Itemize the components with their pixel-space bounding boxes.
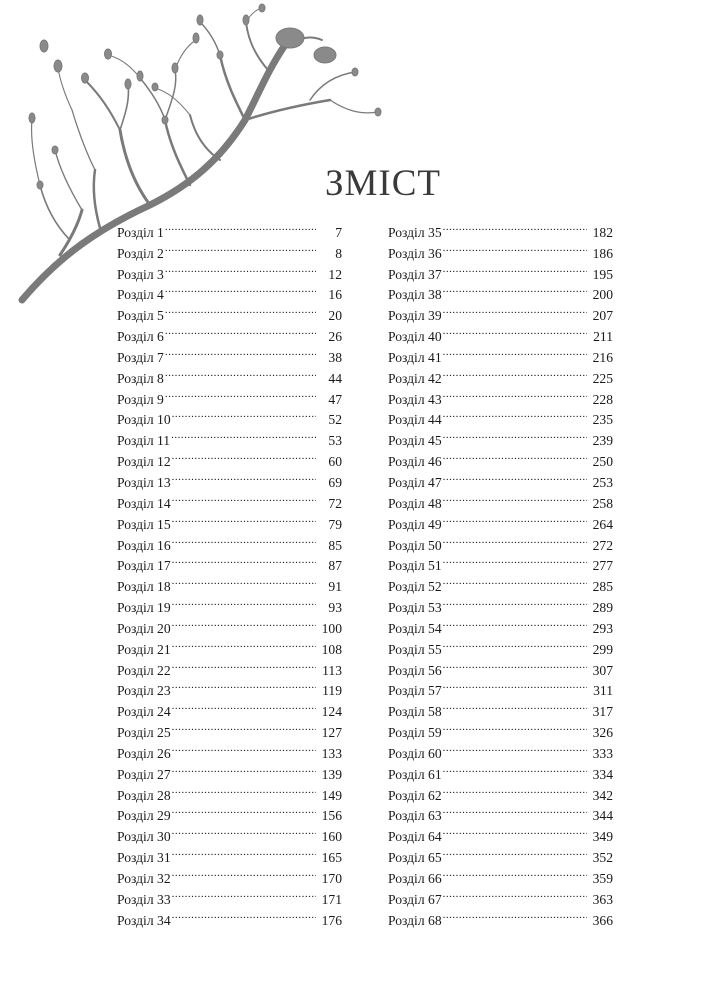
dot-leader — [172, 758, 316, 779]
toc-entry-label: Розділ 15 — [117, 516, 171, 532]
dot-leader — [443, 820, 587, 841]
toc-entry-page: 7 — [335, 224, 342, 240]
toc-entry-label: Розділ 31 — [117, 850, 171, 866]
dot-leader — [172, 404, 316, 425]
dot-leader — [443, 320, 587, 341]
toc-entry-page: 72 — [328, 495, 342, 511]
toc-entry-page: 258 — [592, 495, 613, 511]
toc-entry-page: 366 — [592, 912, 613, 928]
toc-entry — [388, 216, 613, 240]
dot-leader — [443, 279, 587, 300]
dot-leader — [172, 883, 316, 904]
toc-entry-label: Розділ 46 — [388, 454, 442, 470]
toc-entry-page: 277 — [592, 558, 613, 574]
toc-entry-label: Розділ 8 — [117, 370, 164, 386]
toc-entry-label: Розділ 4 — [117, 287, 164, 303]
dot-leader — [172, 695, 316, 716]
toc-entry-page: 299 — [592, 641, 613, 657]
toc-entry-label: Розділ 40 — [388, 329, 442, 345]
toc-entry-page: 225 — [592, 370, 613, 386]
toc-entry-label: Розділ 51 — [388, 558, 442, 574]
toc-entry-page: 253 — [592, 474, 613, 490]
toc-entry-page: 333 — [592, 745, 613, 761]
dot-leader — [172, 633, 316, 654]
toc-entry-page: 289 — [592, 600, 613, 616]
toc-entry-label: Розділ 57 — [388, 683, 442, 699]
toc-entry-page: 16 — [328, 287, 342, 303]
toc-entry-page: 47 — [328, 391, 342, 407]
toc-entry-page: 38 — [328, 349, 342, 365]
toc-entry-label: Розділ 28 — [117, 787, 171, 803]
dot-leader — [443, 675, 587, 696]
toc-entry-label: Розділ 39 — [388, 308, 442, 324]
toc-entry-label: Розділ 52 — [388, 579, 442, 595]
toc-entry-page: 264 — [592, 516, 613, 532]
toc-entry-label: Розділ 67 — [388, 891, 442, 907]
dot-leader — [443, 341, 587, 362]
toc-entry-page: 211 — [593, 329, 613, 345]
toc-entry-label: Розділ 66 — [388, 871, 442, 886]
toc-entry-page: 349 — [592, 829, 613, 845]
dot-leader — [172, 466, 316, 487]
toc-entry-page: 235 — [592, 412, 613, 428]
toc-entry-label: Розділ 30 — [117, 829, 171, 845]
toc-entry-label: Розділ 18 — [117, 579, 171, 595]
toc-entry-page: 20 — [328, 308, 342, 324]
toc-entry-label: Розділ 35 — [388, 224, 442, 240]
toc-entry-label: Розділ 13 — [117, 474, 171, 490]
toc-entry-label: Розділ 68 — [388, 912, 442, 928]
toc-entry-label: Розділ 23 — [117, 683, 171, 699]
toc-entry-page: 342 — [592, 787, 613, 803]
dot-leader — [172, 508, 316, 529]
dot-leader — [443, 779, 587, 800]
toc-entry-page: 171 — [321, 891, 342, 907]
dot-leader — [171, 424, 316, 445]
toc-entry-page: 160 — [321, 829, 342, 845]
toc-left-column — [117, 216, 342, 928]
dot-leader — [443, 216, 587, 237]
dot-leader — [443, 633, 587, 654]
toc-entry-label: Розділ 22 — [117, 662, 171, 678]
toc-entry-page: 363 — [592, 891, 613, 907]
toc-entry-label: Розділ 44 — [388, 412, 442, 428]
toc-entry-label: Розділ 5 — [117, 308, 164, 324]
toc-entry-label: Розділ 59 — [388, 725, 442, 741]
toc-entry-label: Розділ 25 — [117, 725, 171, 741]
toc-entry-page: 186 — [592, 245, 613, 261]
dot-leader — [172, 612, 316, 633]
toc-entry-label: Розділ 61 — [388, 766, 442, 782]
toc-entry-label: Розділ 54 — [388, 620, 442, 636]
toc-entry-label: Розділ 47 — [388, 474, 442, 490]
toc-entry-label: Розділ 12 — [117, 454, 171, 470]
dot-leader — [443, 716, 587, 737]
toc-entry-label: Розділ 7 — [117, 349, 164, 365]
toc-entry-page: 79 — [328, 516, 342, 532]
toc-entry-page: 52 — [328, 412, 342, 428]
dot-leader — [443, 841, 587, 862]
toc-entry-label: Розділ 58 — [388, 704, 442, 720]
toc-entry-page: 228 — [592, 391, 613, 407]
dot-leader — [172, 820, 316, 841]
toc-entry-label: Розділ 26 — [117, 745, 171, 761]
toc-entry-label: Розділ 9 — [117, 391, 164, 407]
toc-entry-label: Розділ 55 — [388, 641, 442, 657]
toc-entry-page: 326 — [592, 725, 613, 741]
toc-entry-label: Розділ 42 — [388, 370, 442, 386]
toc-entry-label: Розділ 45 — [388, 433, 442, 449]
dot-leader — [172, 737, 316, 758]
dot-leader — [165, 279, 316, 300]
toc-entry-page: 26 — [328, 329, 342, 345]
toc-entry-page: 200 — [592, 287, 613, 303]
toc-entry-page: 53 — [328, 433, 342, 449]
toc-entry-page: 176 — [321, 912, 342, 928]
toc-entry-page: 119 — [322, 683, 342, 699]
toc-entry-label: Розділ 36 — [388, 245, 442, 261]
toc-entry-page: 127 — [321, 725, 342, 741]
toc-entry-label: Розділ 49 — [388, 516, 442, 532]
dot-leader — [443, 529, 587, 550]
dot-leader — [443, 737, 587, 758]
toc-entry-label: Розділ 34 — [117, 912, 171, 928]
dot-leader — [443, 362, 587, 383]
dot-leader — [172, 675, 316, 696]
toc-entry-page: 124 — [321, 704, 342, 720]
toc-entry-page: 207 — [592, 308, 613, 324]
dot-leader — [165, 299, 316, 320]
toc-entry-page: 69 — [328, 474, 342, 490]
dot-leader — [443, 404, 587, 425]
toc-entry-label: Розділ 21 — [117, 641, 171, 657]
toc-entry-label: Розділ 20 — [117, 620, 171, 636]
dot-leader — [172, 779, 316, 800]
toc-entry-label: Розділ 6 — [117, 329, 164, 345]
toc-entry-label: Розділ 38 — [388, 287, 442, 303]
toc-entry-page: 12 — [328, 266, 342, 282]
dot-leader — [443, 904, 587, 925]
toc-entry-page: 156 — [321, 808, 342, 824]
toc-entry-page: 93 — [328, 600, 342, 616]
dot-leader — [172, 570, 316, 591]
dot-leader — [443, 654, 587, 675]
toc-entry-page: 216 — [592, 349, 613, 365]
toc-entry-page: 113 — [322, 662, 342, 678]
toc-entry-label: Розділ 2 — [117, 245, 164, 261]
dot-leader — [172, 654, 316, 675]
toc-entry-page: 170 — [321, 871, 342, 886]
dot-leader — [443, 695, 587, 716]
toc-entry-page: 44 — [328, 370, 342, 386]
toc-entry-page: 352 — [592, 850, 613, 866]
toc-entry-label: Розділ 64 — [388, 829, 442, 845]
toc-entry-page: 334 — [592, 766, 613, 782]
toc-entry-label: Розділ 3 — [117, 266, 164, 282]
toc-entry-page: 91 — [328, 579, 342, 595]
dot-leader — [172, 529, 316, 550]
dot-leader — [443, 800, 587, 821]
toc-entry-label: Розділ 65 — [388, 850, 442, 866]
dot-leader — [443, 237, 587, 258]
toc-entry-page: 285 — [592, 579, 613, 595]
dot-leader — [443, 424, 587, 445]
toc-entry-page: 293 — [592, 620, 613, 636]
toc-entry-page: 8 — [335, 245, 342, 261]
toc-entry-label: Розділ 10 — [117, 412, 171, 428]
dot-leader — [165, 320, 316, 341]
toc-entry-label: Розділ 37 — [388, 266, 442, 282]
toc-entry-page: 359 — [592, 871, 613, 886]
dot-leader — [443, 508, 587, 529]
dot-leader — [172, 800, 316, 821]
toc-entry-label: Розділ 53 — [388, 600, 442, 616]
toc-entry-page: 149 — [321, 787, 342, 803]
dot-leader — [443, 550, 587, 571]
toc-entry-label: Розділ 27 — [117, 766, 171, 782]
toc-entry-page: 87 — [328, 558, 342, 574]
dot-leader — [165, 383, 316, 404]
dot-leader — [443, 383, 587, 404]
dot-leader — [165, 258, 316, 279]
toc-entry-page: 195 — [592, 266, 613, 282]
toc-entry-page: 250 — [592, 454, 613, 470]
page-title: ЗМІСТ — [325, 163, 442, 204]
toc-entry-page: 139 — [321, 766, 342, 782]
dot-leader — [172, 862, 316, 883]
toc-entry-page: 311 — [593, 683, 613, 699]
dot-leader — [165, 216, 316, 237]
toc-entry-label: Розділ 29 — [117, 808, 171, 824]
toc-right-column — [388, 216, 613, 928]
toc-entry-label: Розділ 17 — [117, 558, 171, 574]
dot-leader — [443, 591, 587, 612]
toc-entry-label: Розділ 60 — [388, 745, 442, 761]
toc-entry — [117, 216, 342, 240]
toc-entry-label: Розділ 24 — [117, 704, 171, 720]
dot-leader — [443, 258, 587, 279]
toc-entry-label: Розділ 32 — [117, 871, 171, 886]
dot-leader — [172, 487, 316, 508]
toc-entry-label: Розділ 43 — [388, 391, 442, 407]
toc-entry-page: 85 — [328, 537, 342, 553]
dot-leader — [443, 570, 587, 591]
dot-leader — [443, 883, 587, 904]
dot-leader — [172, 716, 316, 737]
toc-entry-page: 165 — [321, 850, 342, 866]
dot-leader — [165, 362, 316, 383]
toc-entry-page: 344 — [592, 808, 613, 824]
toc-entry-label: Розділ 56 — [388, 662, 442, 678]
toc-entry-page: 100 — [321, 620, 342, 636]
toc-entry-label: Розділ 63 — [388, 808, 442, 824]
toc-entry-label: Розділ 33 — [117, 891, 171, 907]
toc-entry-page: 108 — [321, 641, 342, 657]
dot-leader — [443, 445, 587, 466]
dot-leader — [443, 612, 587, 633]
dot-leader — [172, 841, 316, 862]
toc-entry-page: 133 — [321, 745, 342, 761]
dot-leader — [165, 341, 316, 362]
toc-entry-page: 60 — [328, 454, 342, 470]
dot-leader — [165, 237, 316, 258]
toc-entry-label: Розділ 19 — [117, 600, 171, 616]
dot-leader — [172, 591, 316, 612]
toc-entry-page: 239 — [592, 433, 613, 449]
toc-entry-label: Розділ 14 — [117, 495, 171, 511]
dot-leader — [443, 758, 587, 779]
toc-entry-label: Розділ 50 — [388, 537, 442, 553]
dot-leader — [172, 445, 316, 466]
toc-entry-page: 182 — [592, 224, 613, 240]
toc-entry-label: Розділ 11 — [117, 433, 171, 449]
dot-leader — [443, 466, 587, 487]
dot-leader — [443, 862, 587, 883]
dot-leader — [443, 299, 587, 320]
dot-leader — [443, 487, 587, 508]
toc-entry-label: Розділ 62 — [388, 787, 442, 803]
toc-entry-page: 307 — [592, 662, 613, 678]
toc-entry-label: Розділ 48 — [388, 495, 442, 511]
toc-entry-label: Розділ 41 — [388, 349, 442, 365]
toc-entry-page: 317 — [592, 704, 613, 720]
toc-entry-label: Розділ 1 — [117, 224, 164, 240]
dot-leader — [172, 550, 316, 571]
dot-leader — [172, 904, 316, 925]
toc-entry-page: 272 — [592, 537, 613, 553]
toc-entry-label: Розділ 16 — [117, 537, 171, 553]
